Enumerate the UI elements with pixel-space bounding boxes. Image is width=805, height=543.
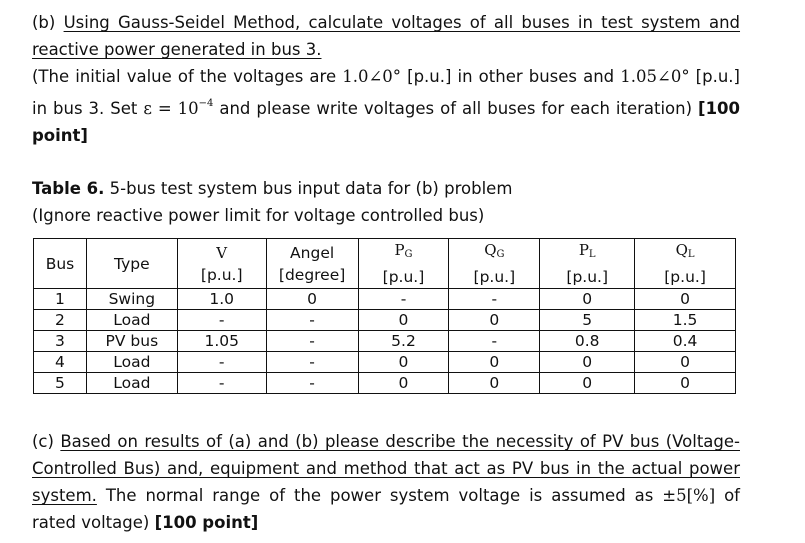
cell-voltage: - — [177, 373, 266, 394]
cell-type: Swing — [86, 289, 177, 310]
cell-pl: 0.8 — [540, 331, 635, 352]
initial-voltage-bus3: 1.05∠0° — [620, 67, 690, 86]
cell-type: Load — [86, 352, 177, 373]
cell-pl: 0 — [540, 352, 635, 373]
cell-ql: 1.5 — [635, 310, 736, 331]
part-b-text1: (The initial value of the voltages are — [32, 67, 343, 86]
part-c-text2: of rated voltage) — [32, 486, 740, 532]
part-c-question — [32, 428, 740, 536]
cell-angle: - — [266, 352, 358, 373]
cell-bus: 3 — [34, 331, 87, 352]
cell-qg: 0 — [449, 352, 540, 373]
part-b-label: (b) — [32, 13, 64, 32]
part-b-question — [32, 9, 740, 149]
initial-voltage-other: 1.0∠0° — [342, 67, 402, 86]
part-b-text4: and please write voltages of all buses for each iteration) — [213, 99, 699, 118]
table-caption-note: (Ignore reactive power limit for voltage controlled bus) — [32, 206, 485, 225]
cell-bus: 1 — [34, 289, 87, 310]
cell-qg: 0 — [449, 310, 540, 331]
epsilon-value: ε = 10 — [143, 99, 199, 118]
header-angle: Angel [degree] — [266, 239, 358, 289]
part-b-text2: [p.u.] in other buses and — [401, 67, 621, 86]
cell-qg: 0 — [449, 373, 540, 394]
table-caption-text: 5-bus test system bus input data for (b) problem — [104, 179, 513, 198]
part-b-text3: [p.u.] in bus 3. Set — [32, 67, 740, 118]
header-voltage: V [p.u.] — [177, 239, 266, 289]
part-c-text1: The normal range of the power system voltage is assumed as — [96, 486, 663, 505]
cell-voltage: - — [177, 310, 266, 331]
header-qg: $Q_G$ [p.u.] — [449, 239, 540, 289]
cell-angle: 0 — [266, 289, 358, 310]
table-header-row — [34, 239, 736, 289]
cell-pg: 0 — [358, 310, 449, 331]
table-row — [34, 289, 736, 310]
cell-type: Load — [86, 373, 177, 394]
cell-pg: 0 — [358, 373, 449, 394]
cell-pl: 0 — [540, 373, 635, 394]
cell-pl: 5 — [540, 310, 635, 331]
voltage-range: ±5[%] — [662, 486, 716, 505]
table-row — [34, 352, 736, 373]
header-pl: $P_L$ [p.u.] — [540, 239, 635, 289]
table-row — [34, 331, 736, 352]
cell-voltage: 1.05 — [177, 331, 266, 352]
cell-bus: 5 — [34, 373, 87, 394]
table-row — [34, 373, 736, 394]
cell-ql: 0 — [635, 352, 736, 373]
table-caption — [32, 175, 740, 229]
cell-pl: 0 — [540, 289, 635, 310]
cell-pg: 0 — [358, 352, 449, 373]
part-c-heading: Based on results of (a) and (b) please describe the necessity of PV bus (Voltage-Controlled Bus) and, equipment and method that act as PV bus in the actual power system. — [32, 432, 740, 505]
cell-ql: 0 — [635, 373, 736, 394]
cell-ql: 0 — [635, 289, 736, 310]
header-pg: $P_G$ [p.u.] — [358, 239, 449, 289]
cell-angle: - — [266, 331, 358, 352]
header-ql: $Q_L$ [p.u.] — [635, 239, 736, 289]
cell-qg: - — [449, 331, 540, 352]
cell-type: Load — [86, 310, 177, 331]
part-b-points: [100 point] — [32, 99, 741, 145]
cell-voltage: - — [177, 352, 266, 373]
header-type: Type — [86, 239, 177, 289]
epsilon-exponent: −4 — [198, 98, 214, 109]
cell-pg: - — [358, 289, 449, 310]
table-row — [34, 310, 736, 331]
cell-qg: - — [449, 289, 540, 310]
bus-data-table — [33, 238, 736, 394]
cell-angle: - — [266, 373, 358, 394]
part-b-heading-line1: Using Gauss-Seidel Method, calculate voltages of all buses in test system and — [63, 13, 741, 32]
cell-ql: 0.4 — [635, 331, 736, 352]
cell-angle: - — [266, 310, 358, 331]
cell-bus: 4 — [34, 352, 87, 373]
cell-pg: 5.2 — [358, 331, 449, 352]
table-caption-label: Table 6. — [32, 179, 105, 198]
part-c-label: (c) — [32, 432, 61, 451]
cell-voltage: 1.0 — [177, 289, 266, 310]
header-bus: Bus — [34, 239, 87, 289]
cell-type: PV bus — [86, 331, 177, 352]
part-c-points: [100 point] — [154, 513, 259, 532]
part-b-heading-line2: reactive power generated in bus 3. — [32, 40, 322, 59]
cell-bus: 2 — [34, 310, 87, 331]
